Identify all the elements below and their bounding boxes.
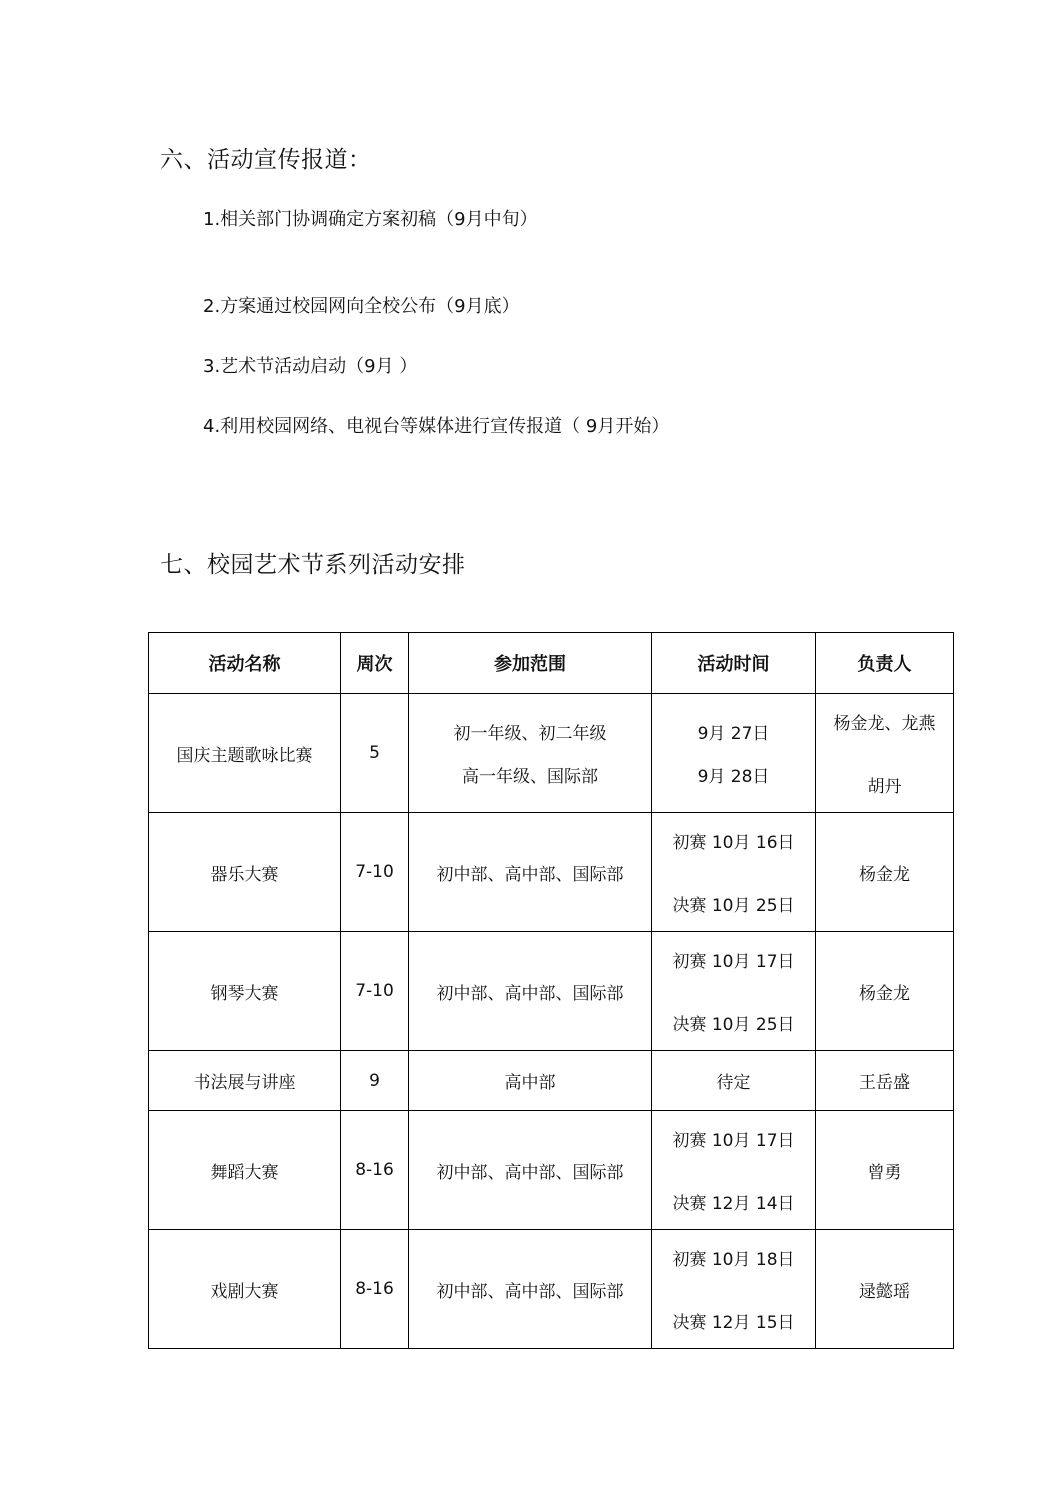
section-7-title: 七、校园艺术节系列活动安排 [160,552,466,578]
time-line: 决赛 12月 14日 [672,1194,795,1214]
publicity-item-1: 1.相关部门协调确定方案初稿（9月中旬） [203,209,538,230]
publicity-item-4: 4.利用校园网络、电视台等媒体进行宣传报道（ 9月开始） [203,416,670,437]
week-cell: 8-16 [341,1230,409,1349]
owner-cell: 逯懿瑶 [816,1230,954,1349]
owner-line: 胡丹 [867,777,902,797]
header-time: 活动时间 [652,633,816,694]
table-header-row [149,633,954,694]
table-row [149,1051,954,1111]
time-line: 9月 28日 [697,767,770,787]
time-line: 决赛 12月 15日 [672,1313,795,1333]
table-row [149,1111,954,1230]
activity-name-cell: 书法展与讲座 [149,1051,341,1111]
scope-line: 初一年级、初二年级 [453,724,607,744]
time-line: 决赛 10月 25日 [672,1015,795,1035]
time-cell: 待定 [652,1051,816,1111]
activity-name-cell: 戏剧大赛 [149,1230,341,1349]
table-row [149,694,954,813]
owner-line: 杨金龙、龙燕 [833,714,936,734]
activity-name-cell: 器乐大赛 [149,813,341,932]
activity-name-cell: 国庆主题歌咏比赛 [149,694,341,813]
header-activity-name: 活动名称 [149,633,341,694]
time-line: 初赛 10月 17日 [672,952,795,972]
scope-cell: 初中部、高中部、国际部 [409,1111,652,1230]
time-line: 决赛 10月 25日 [672,896,795,916]
owner-cell: 王岳盛 [816,1051,954,1111]
activity-schedule-table [148,632,954,1349]
scope-cell: 初中部、高中部、国际部 [409,813,652,932]
publicity-item-2: 2.方案通过校园网向全校公布（9月底） [203,296,520,317]
scope-cell: 初中部、高中部、国际部 [409,1230,652,1349]
table-row [149,932,954,1051]
time-cell [652,694,816,813]
header-week: 周次 [341,633,409,694]
table-row [149,1230,954,1349]
week-cell: 5 [341,694,409,813]
activity-name-cell: 钢琴大赛 [149,932,341,1051]
time-line: 初赛 10月 17日 [672,1131,795,1151]
scope-line: 高一年级、国际部 [462,767,598,787]
time-cell [652,932,816,1051]
activity-name-cell: 舞蹈大赛 [149,1111,341,1230]
scope-cell [409,694,652,813]
time-line: 9月 27日 [697,724,770,744]
owner-cell: 曾勇 [816,1111,954,1230]
section-6-title: 六、活动宣传报道： [160,147,372,173]
table-row [149,813,954,932]
owner-cell: 杨金龙 [816,813,954,932]
week-cell: 7-10 [341,932,409,1051]
scope-cell: 高中部 [409,1051,652,1111]
scope-cell: 初中部、高中部、国际部 [409,932,652,1051]
week-cell: 9 [341,1051,409,1111]
owner-cell: 杨金龙 [816,932,954,1051]
time-cell [652,1230,816,1349]
time-cell [652,813,816,932]
header-owner: 负责人 [816,633,954,694]
header-scope: 参加范围 [409,633,652,694]
time-line: 初赛 10月 16日 [672,833,795,853]
publicity-item-3: 3.艺术节活动启动（9月 ） [203,356,418,377]
time-line: 初赛 10月 18日 [672,1250,795,1270]
time-cell [652,1111,816,1230]
owner-cell [816,694,954,813]
week-cell: 8-16 [341,1111,409,1230]
week-cell: 7-10 [341,813,409,932]
